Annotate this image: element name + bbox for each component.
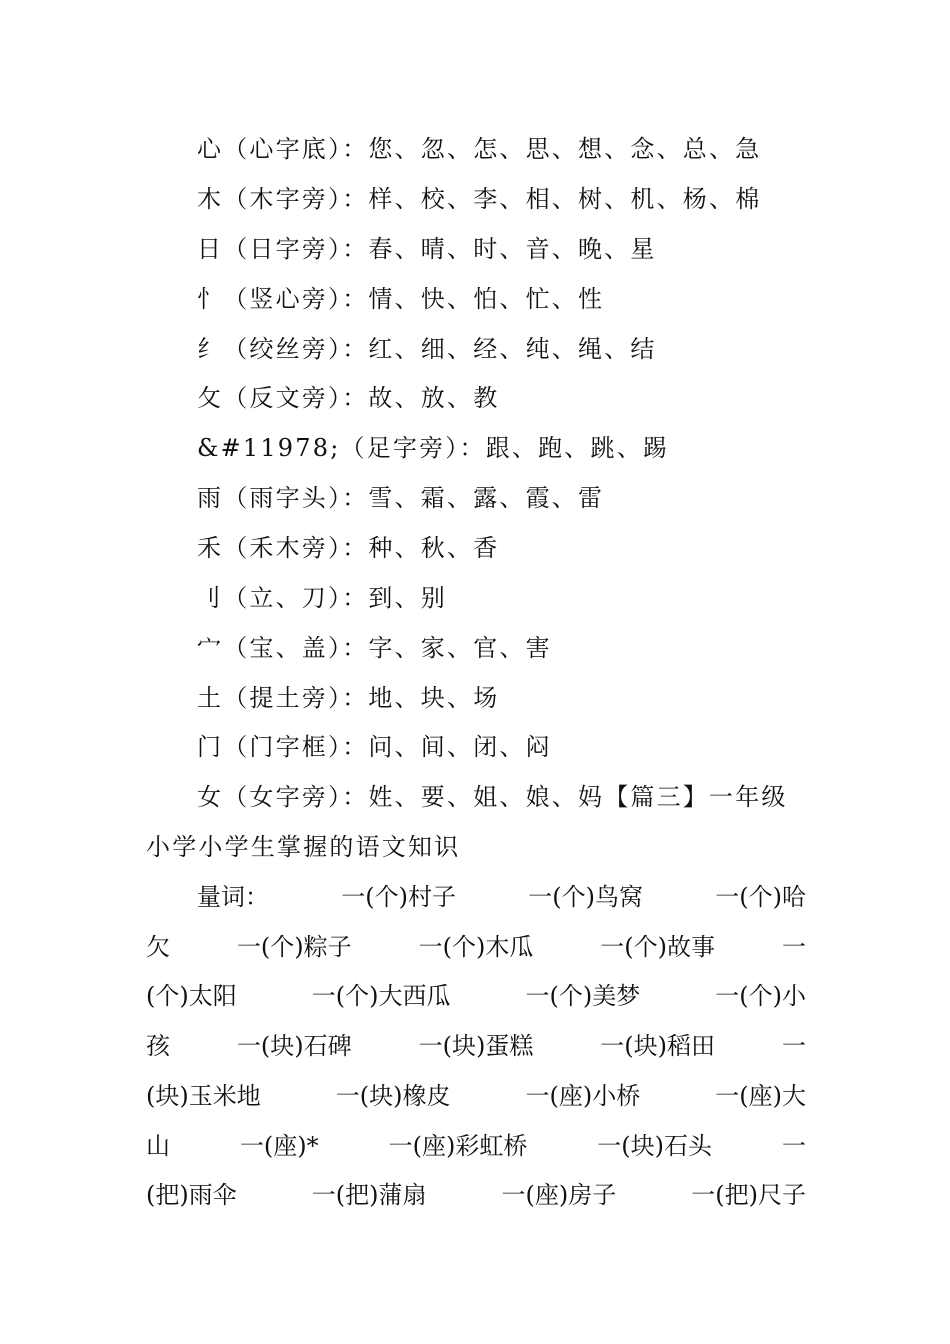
measure-word-item: 山 <box>146 1132 170 1160</box>
measure-word-item: 一(个)小 <box>715 982 806 1010</box>
measure-word-item: 一 <box>781 1132 806 1160</box>
radical-line-fanwen: 攵（反文旁）：故、放、教 <box>197 384 500 412</box>
measure-words-line-4 <box>146 1031 806 1061</box>
measure-words-line-7 <box>146 1180 806 1210</box>
measure-word-item: 一(个)哈 <box>715 883 806 911</box>
measure-word-item: 一 <box>781 933 806 961</box>
measure-word-item: 欠 <box>146 933 170 961</box>
measure-word-item: 一(座)大 <box>715 1082 806 1110</box>
radical-line-lidao: 刂（立、刀）：到、别 <box>197 584 447 612</box>
measure-words-label: 量词： <box>197 883 269 911</box>
radical-line-ri: 日（日字旁）：春、晴、时、音、晚、星 <box>197 235 657 263</box>
radical-line-titu: 土（提土旁）：地、块、场 <box>197 684 500 712</box>
measure-word-item: 一(把)尺子 <box>691 1181 806 1209</box>
measure-words-line-1 <box>197 882 806 912</box>
radical-line-xin: 心（心字底）：您、忽、怎、思、想、念、总、急 <box>197 135 762 163</box>
radical-line-nvzi: 女（女字旁）：姓、要、姐、娘、妈【篇三】一年级 <box>197 783 788 811</box>
measure-word-item: 一(把)蒲扇 <box>311 1181 427 1209</box>
measure-word-item: 一(块)蛋糕 <box>418 1032 534 1060</box>
measure-word-item: 一(座)小桥 <box>525 1082 641 1110</box>
measure-word-item: (把)雨伞 <box>146 1181 237 1209</box>
measure-word-item: 一(座)* <box>239 1132 319 1160</box>
radical-line-jiaosi: 纟（绞丝旁）：红、细、经、纯、绳、结 <box>197 335 657 363</box>
measure-word-item: 一(个)村子 <box>341 883 456 911</box>
measure-word-item: 一(块)石头 <box>597 1132 713 1160</box>
radical-line-baogai: 宀（宝、盖）：字、家、官、害 <box>197 634 552 662</box>
measure-words-line-2 <box>146 932 806 962</box>
measure-word-item: 一(座)房子 <box>501 1181 617 1209</box>
measure-word-item: 一(个)木瓜 <box>418 933 534 961</box>
measure-word-item: (个)太阳 <box>146 982 237 1010</box>
measure-word-item: 一(个)美梦 <box>525 982 641 1010</box>
measure-word-item: 一(块)橡皮 <box>335 1082 451 1110</box>
radical-line-yu: 雨（雨字头）：雪、霜、露、霞、雷 <box>197 484 605 512</box>
radical-line-mu: 木（木字旁）：样、校、李、相、树、机、杨、棉 <box>197 185 762 213</box>
radical-line-menzi: 门（门字框）：问、间、闭、闷 <box>197 733 552 761</box>
measure-word-item: 孩 <box>146 1032 170 1060</box>
measure-words-line-5 <box>146 1081 806 1111</box>
measure-word-item: 一 <box>781 1032 806 1060</box>
measure-word-item: 一(座)彩虹桥 <box>388 1132 528 1160</box>
measure-word-item: 一(个)故事 <box>600 933 716 961</box>
radical-line-zuzi: &#11978;（足字旁）：跟、跑、跳、踢 <box>197 434 670 462</box>
radical-line-he: 禾（禾木旁）：种、秋、香 <box>197 534 500 562</box>
measure-word-item: 一(个)粽子 <box>236 933 352 961</box>
measure-word-item: 一(块)稻田 <box>600 1032 716 1060</box>
measure-word-item: 一(块)石碑 <box>236 1032 352 1060</box>
measure-word-item: 一(个)鸟窝 <box>528 883 643 911</box>
section-title-continuation: 小学小学生掌握的语文知识 <box>146 833 461 861</box>
radical-line-shuxin: 忄（竖心旁）：情、快、怕、忙、性 <box>197 285 605 313</box>
measure-words-line-3 <box>146 981 806 1011</box>
measure-word-item: 一(个)大西瓜 <box>311 982 451 1010</box>
measure-word-item: (块)玉米地 <box>146 1082 261 1110</box>
measure-words-line-6 <box>146 1131 806 1161</box>
